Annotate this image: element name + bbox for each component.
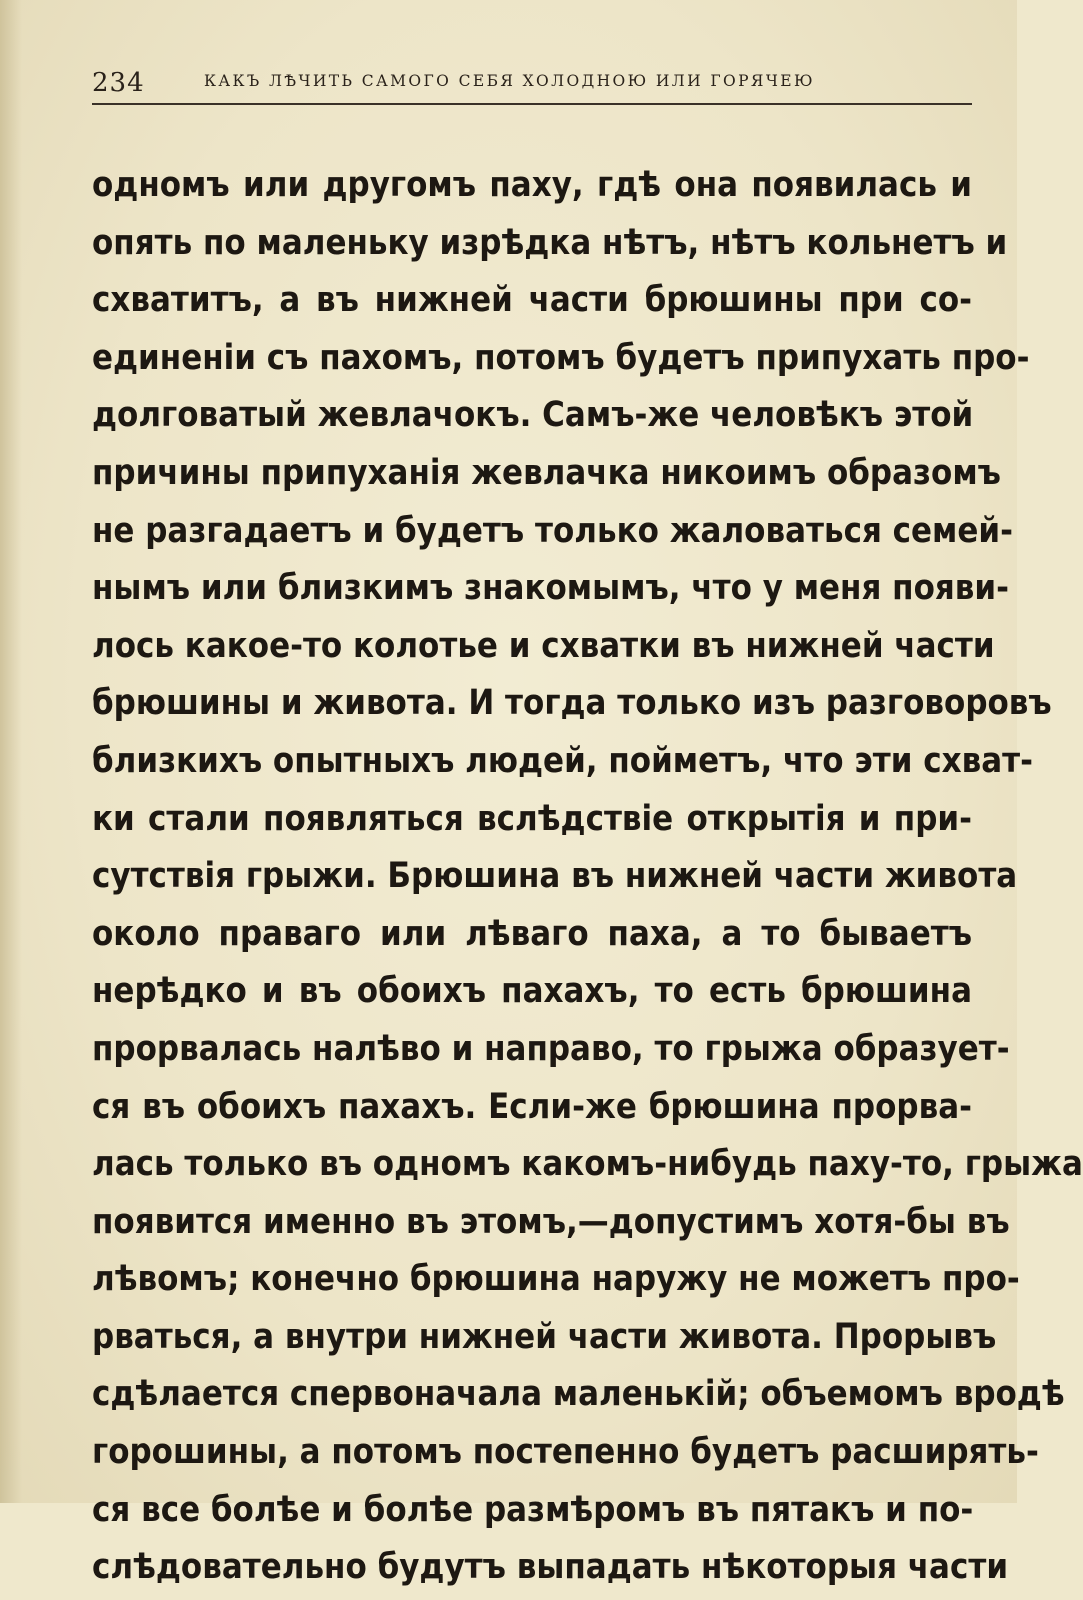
text-line: ся все болѣе и болѣе размѣромъ въ пятакъ и по-	[92, 1489, 974, 1530]
body-text	[92, 157, 1083, 1597]
running-head	[92, 60, 970, 100]
text-line: около праваго или лѣваго паха, а то бываетъ	[92, 913, 972, 954]
text-line: брюшины и живота. И тогда только изъ разговоровъ	[92, 683, 1052, 724]
text-line: близкихъ опытныхъ людей, пойметъ, что эти схват-	[92, 740, 1033, 782]
text-line: нымъ или близкимъ знакомымъ, что у меня появи-	[92, 567, 1009, 609]
text-line: одномъ или другомъ паху, гдѣ она появилась и	[92, 164, 972, 206]
text-line: долговатый жевлачокъ. Самъ-же человѣкъ этой	[92, 395, 974, 436]
text-line: рваться, а внутри нижней части живота. Прорывъ	[92, 1316, 997, 1357]
header-rule	[92, 103, 972, 105]
text-line: лась только въ одномъ какомъ-нибудь паху-то, грыжа	[92, 1143, 1083, 1185]
page-number: 234	[92, 68, 145, 98]
text-line: ся въ обоихъ пахахъ. Если-же брюшина прорва-	[92, 1086, 972, 1127]
running-head-title: КАКЪ ЛѢЧИТЬ САМОГО СЕБЯ ХОЛОДНОЮ ИЛИ ГОРЯЧЕЮ	[204, 72, 815, 90]
text-line: появится именно въ этомъ,—допустимъ хотя-бы въ	[92, 1201, 1010, 1242]
text-line: единеніи съ пахомъ, потомъ будетъ припухать про-	[92, 337, 1030, 378]
text-line: схватитъ, а въ нижней части брюшины при со-	[92, 279, 972, 321]
text-line: сутствія грыжи. Брюшина въ нижней части живота	[92, 855, 1018, 897]
text-line: лѣвомъ; конечно брюшина наружу не можетъ про-	[92, 1259, 1020, 1300]
text-line: нерѣдко и въ обоихъ пахахъ, то есть брюшина	[92, 971, 972, 1012]
page-gutter-shadow	[0, 0, 22, 1503]
text-line: сдѣлается спервоначала маленькій; объемомъ вродѣ	[92, 1374, 1065, 1415]
text-line: горошины, а потомъ постепенно будетъ расширять-	[92, 1431, 1039, 1473]
text-line: ки стали появляться вслѣдствіе открытія и при-	[92, 798, 972, 839]
text-line: причины припуханія жевлачка никоимъ образомъ	[92, 452, 1001, 494]
text-line: слѣдовательно будутъ выпадать нѣкоторыя части	[92, 1546, 1009, 1588]
text-line: не разгадаетъ и будетъ только жаловаться семей-	[92, 510, 1013, 551]
text-line: прорвалась налѣво и направо, то грыжа образует-	[92, 1028, 1010, 1069]
text-line: лось какое-то колотье и схватки въ нижней части	[92, 625, 995, 666]
text-line: опять по маленьку изрѣдка нѣтъ, нѣтъ кольнетъ и	[92, 222, 1008, 263]
